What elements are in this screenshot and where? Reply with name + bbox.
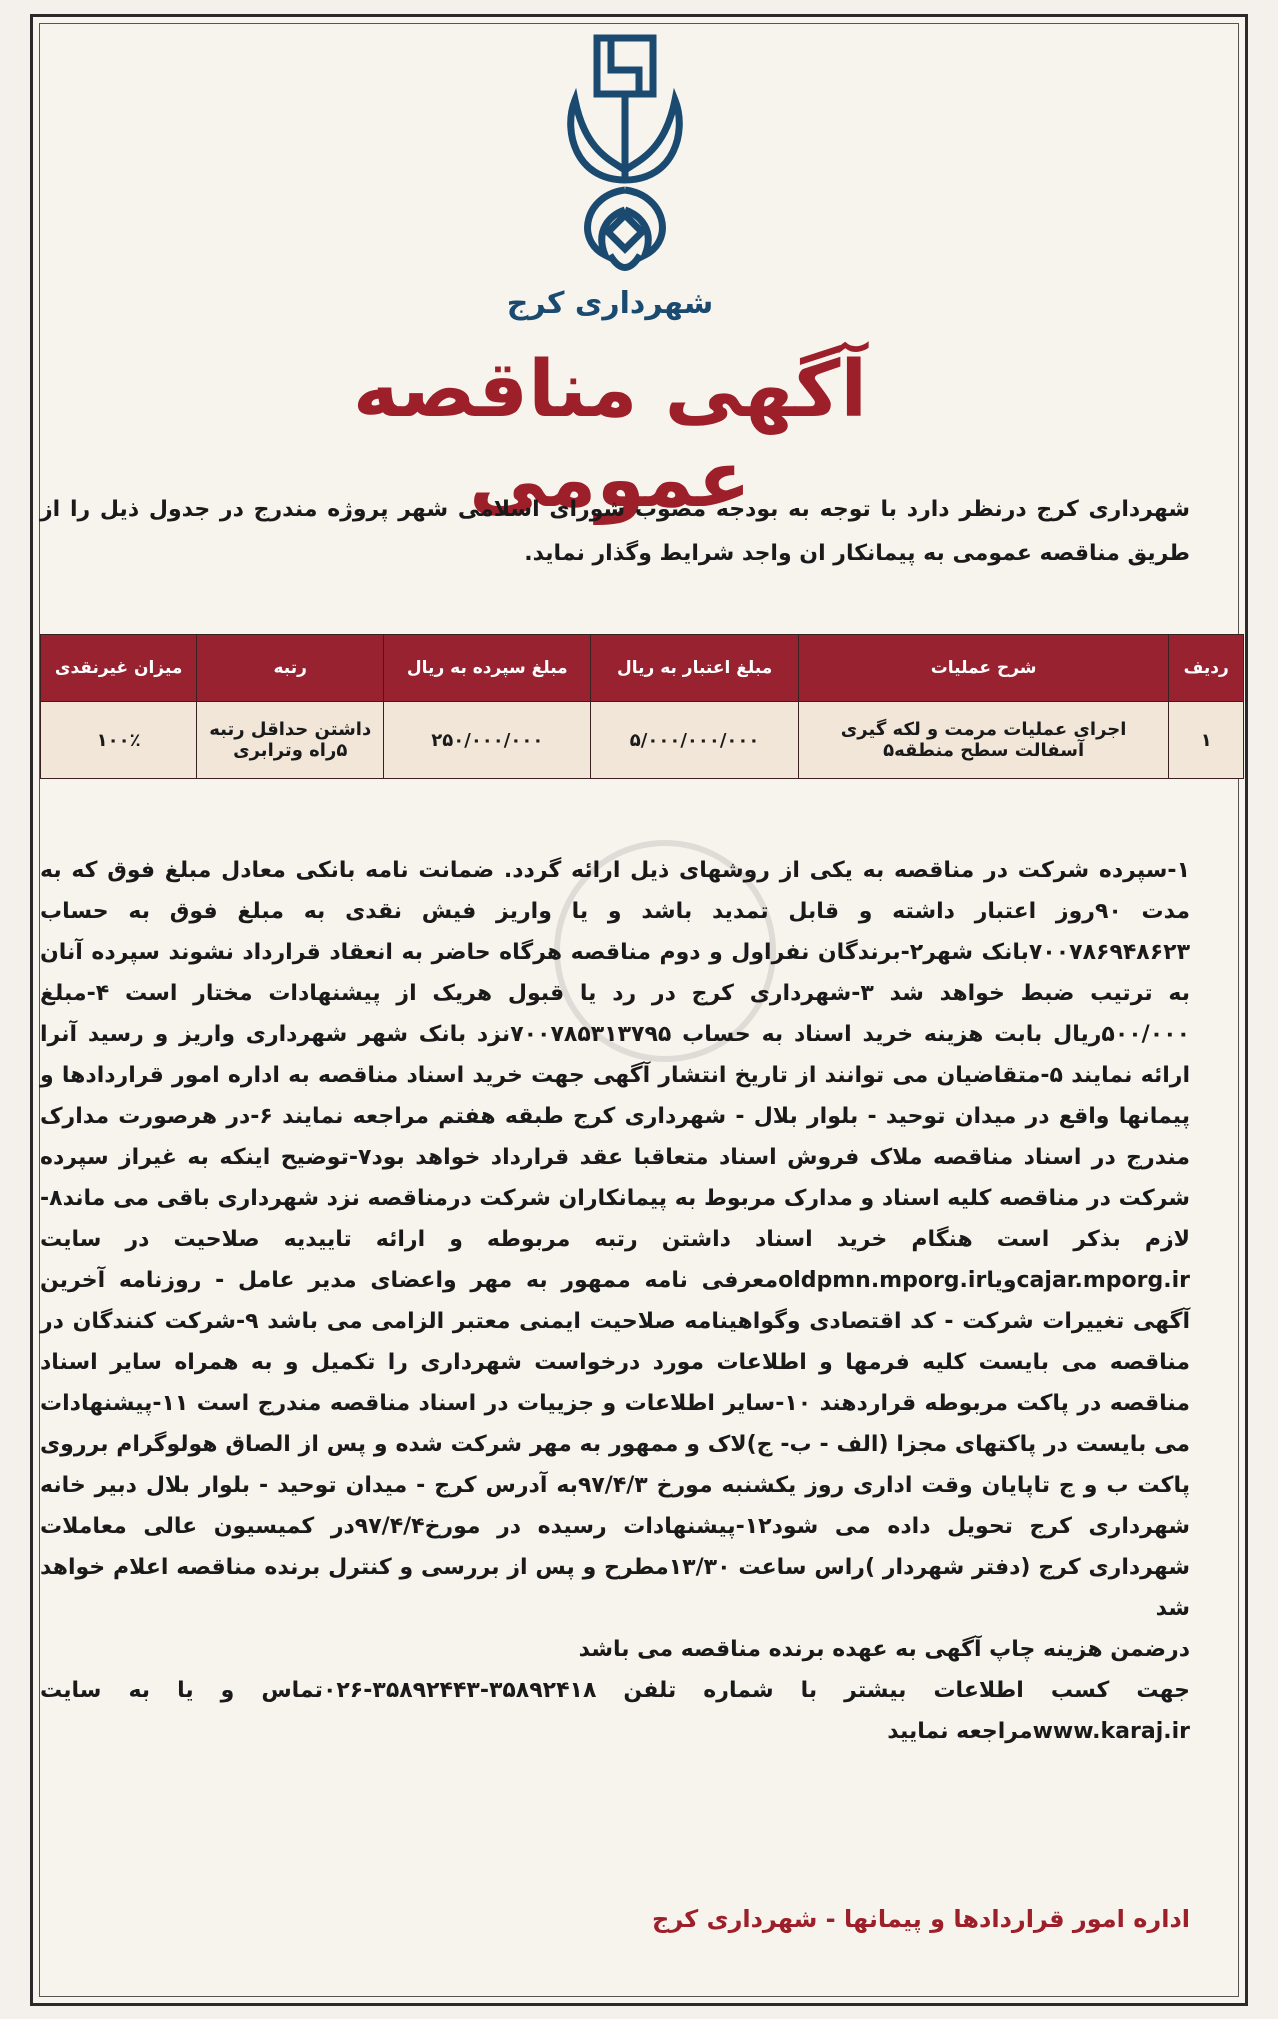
cost-note: درضمن هزینه چاپ آگهی به عهده برنده مناقصه می باشد [578, 1637, 1190, 1662]
grade-cell: داشتن حداقل رتبه ۵راه وترابری [197, 702, 384, 779]
conditions-paragraph: ۱-سپرده شرکت در مناقصه به یکی از روشهای ذیل ارائه گردد. ضمانت نامه بانکی معادل مبلغ فوق که به مدت ۹۰روز اعتبار داشته و قابل تمدید باشد و یا واریز فیش نقدی به مبلغ فوق به حساب ۷۰۰۷۸۶۹۴۸۶۲۳بانک شهر۲-برندگان نفراول و دوم مناقصه هرگاه حاضر به انعقاد قرارداد نشوند سپرده آنان به ترتیب ضبط خواهد شد ۳-شهرداری کرج در رد یا قبول هریک از پیشنهادات مختار است ۴-مبلغ ۵۰۰/۰۰۰ریال بابت هزینه خرید اسناد به حساب ۷۰۰۷۸۵۳۱۳۷۹۵نزد بانک شهر شهرداری واریز و رسید آنرا ارائه نمایند ۵-متقاضیان می توانند از تاریخ انتشار آگهی جهت خرید اسناد مناقصه به اداره امور قراردادها و پیمانها واقع در میدان توحید - بلوار بلال - شهرداری کرج طبقه هفتم مراجعه نمایند ۶-در هرصورت مدارک مندرج در اسناد مناقصه ملاک فروش اسناد متعاقبا عقد قرارداد خواهد بود۷-توضیح اینکه به غیراز سپرده شرکت در مناقصه کلیه اسناد و مدارک مربوط به پیمانکاران شرکت درمناقصه نزد شهرداری باقی می ماند۸-لازم بذکر است هنگام خرید اسناد داشتن رتبه مربوطه و ارائه تاییدیه صلاحیت در سایت cajar.mporg.irویاoldpmn.mporg.irمعرفی نامه ممهور به مهر واعضای مدیر عامل - روزنامه آخرین آگهی تغییرات شرکت - کد اقتصادی وگواهینامه صلاحیت ایمنی معتبر الزامی می باشد ۹-شرکت کنندگان در مناقصه می بایست کلیه فرمها و اطلاعات مورد درخواست شهرداری را تکمیل و به همراه سایر اسناد مناقصه در پاکت مربوطه قراردهند ۱۰-سایر اطلاعات و جزییات در اسناد مناقصه مندرج است ۱۱-پیشنهادات می بایست در پاکتهای مجزا (الف - ب- ج)لاک و ممهور به مهر شرکت شده و پس از الصاق هولوگرام برروی پاکت ب و ج تاپایان وقت اداری روز یکشنبه مورخ ۹۷/۴/۳به آدرس کرج - میدان توحید - بلوار بلال دبیر خانه شهرداری کرج تحویل داده می شود۱۲-پیشنهادات رسیده در مورخ۹۷/۴/۴در کمیسیون عالی معاملات شهرداری کرج (دفتر شهردار )راس ساعت ۱۳/۳۰مطرح و پس از بررسی و کنترل برنده مناقصه اعلام خواهد شد [40, 858, 1191, 1621]
operation-description-cell: اجرای عملیات مرمت و لکه گیری آسفالت سطح منطقه۵ [798, 702, 1169, 779]
contact-info: جهت کسب اطلاعات بیشتر با شماره تلفن ۳۵۸۹۲۴۱۸-۳۵۸۹۲۴۴۳-۰۲۶تماس و یا به سایت www.karaj.irمراجعه نمایید [40, 1678, 1190, 1744]
column-header: ردیف [1169, 635, 1244, 702]
table-header-row [41, 635, 1244, 702]
column-header: شرح عملیات [798, 635, 1169, 702]
column-header: مبلغ سپرده به ریال [384, 635, 591, 702]
karaj-municipality-logo-icon [555, 30, 695, 290]
non-cash-rate-cell: ۱۰۰٪ [41, 702, 197, 779]
organization-name: شهرداری کرج [506, 286, 714, 321]
column-header: رتبه [197, 635, 384, 702]
intro-paragraph: شهرداری کرج درنظر دارد با توجه به بودجه مصوب شورای اسلامی شهر پروژه مندرج در جدول ذیل را از طریق مناقصه عمومی به پیمانکار ان واجد شرایط وگذار نماید. [40, 497, 1190, 566]
credit-amount-cell: ۵/۰۰۰/۰۰۰/۰۰۰ [591, 702, 798, 779]
tender-table [40, 634, 1244, 779]
row-number-cell: ۱ [1169, 702, 1244, 779]
deposit-amount-cell: ۲۵۰/۰۰۰/۰۰۰ [384, 702, 591, 779]
notice-headline: آگهی مناقصه عمومی [352, 345, 868, 525]
issuer-footer: اداره امور قراردادها و پیمانها - شهرداری کرج [652, 1905, 1190, 1933]
table-row [41, 702, 1244, 779]
column-header: میزان غیرنقدی [41, 635, 197, 702]
conditions-body [40, 850, 1190, 1752]
column-header: مبلغ اعتبار به ریال [591, 635, 798, 702]
